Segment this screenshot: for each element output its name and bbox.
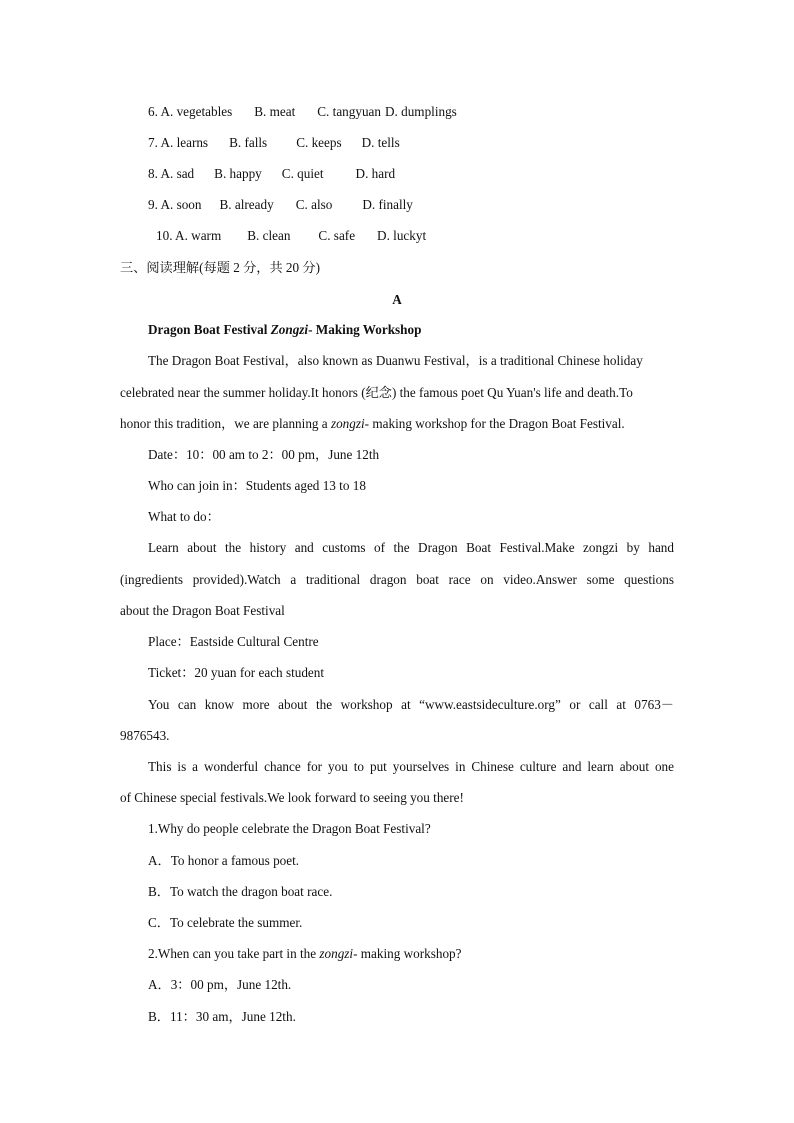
option-d: D. dumplings	[385, 104, 457, 119]
cloze-option-row	[148, 104, 457, 120]
passage-letter: A	[392, 292, 402, 307]
paragraph-line: honor this tradition，we are planning a zongzi- making workshop for the Dragon Boat Festival.	[120, 416, 625, 431]
option-b: B. meat	[254, 104, 296, 119]
passage-title: Dragon Boat Festival Zongzi- Making Workshop	[148, 322, 422, 337]
cloze-option-row	[148, 135, 400, 151]
paragraph-line: 9876543.	[120, 728, 170, 743]
option-c: C. also	[295, 197, 333, 212]
option-d: D. hard	[355, 166, 396, 181]
paragraph-line: (ingredients provided).Watch a traditional dragon boat race on video.Answer some questions	[120, 572, 674, 587]
option-c: C. keeps	[296, 135, 342, 150]
option-c: C. tangyuan	[317, 104, 381, 119]
event-date: Date：10：00 am to 2：00 pm，June 12th	[148, 447, 380, 462]
answer-option: B．To watch the dragon boat race.	[148, 884, 333, 899]
paragraph-line: The Dragon Boat Festival，also known as Duanwu Festival，is a traditional Chinese holiday	[148, 353, 643, 368]
paragraph-line: of Chinese special festivals.We look forward to seeing you there!	[120, 790, 464, 805]
answer-option: C．To celebrate the summer.	[148, 915, 303, 930]
answer-option: B．11：30 am，June 12th.	[148, 1009, 296, 1024]
event-eligibility: Who can join in：Students aged 13 to 18	[148, 478, 366, 493]
question-stem: 2.When can you take part in the zongzi- making workshop?	[148, 946, 462, 961]
option-a: 9. A. soon	[148, 197, 202, 212]
paragraph-line: This is a wonderful chance for you to put yourselves in Chinese culture and learn about one	[148, 759, 674, 774]
cloze-option-row	[148, 166, 395, 182]
paragraph-line: celebrated near the summer holiday.It honors (纪念) the famous poet Qu Yuan's life and death.To	[120, 385, 633, 400]
option-b: B. falls	[229, 135, 268, 150]
paragraph-line: Learn about the history and customs of the Dragon Boat Festival.Make zongzi by hand	[148, 540, 674, 555]
option-c: C. quiet	[281, 166, 324, 181]
option-d: D. luckyt	[377, 228, 427, 243]
answer-option: A．3：00 pm，June 12th.	[148, 977, 292, 992]
event-place: Place：Eastside Cultural Centre	[148, 634, 319, 649]
cloze-option-row	[148, 197, 413, 213]
option-b: B. happy	[214, 166, 262, 181]
section-heading: 三、阅读理解(每题 2 分，共 20 分)	[120, 260, 321, 275]
option-a: 8. A. sad	[148, 166, 195, 181]
event-ticket: Ticket：20 yuan for each student	[148, 665, 325, 680]
answer-option: A．To honor a famous poet.	[148, 853, 300, 868]
option-b: B. already	[219, 197, 274, 212]
question-stem: 1.Why do people celebrate the Dragon Boat Festival?	[148, 821, 431, 836]
option-b: B. clean	[247, 228, 291, 243]
cloze-option-row	[156, 228, 426, 244]
option-c: C. safe	[318, 228, 356, 243]
option-d: D. tells	[361, 135, 400, 150]
paragraph-line: You can know more about the workshop at “www.eastsideculture.org” or call at 0763－	[148, 697, 674, 712]
option-a: 6. A. vegetables	[148, 104, 233, 119]
event-activities-label: What to do：	[148, 509, 220, 524]
option-d: D. finally	[362, 197, 413, 212]
paragraph-line: about the Dragon Boat Festival	[120, 603, 285, 618]
option-a: 10. A. warm	[156, 228, 222, 243]
option-a: 7. A. learns	[148, 135, 209, 150]
